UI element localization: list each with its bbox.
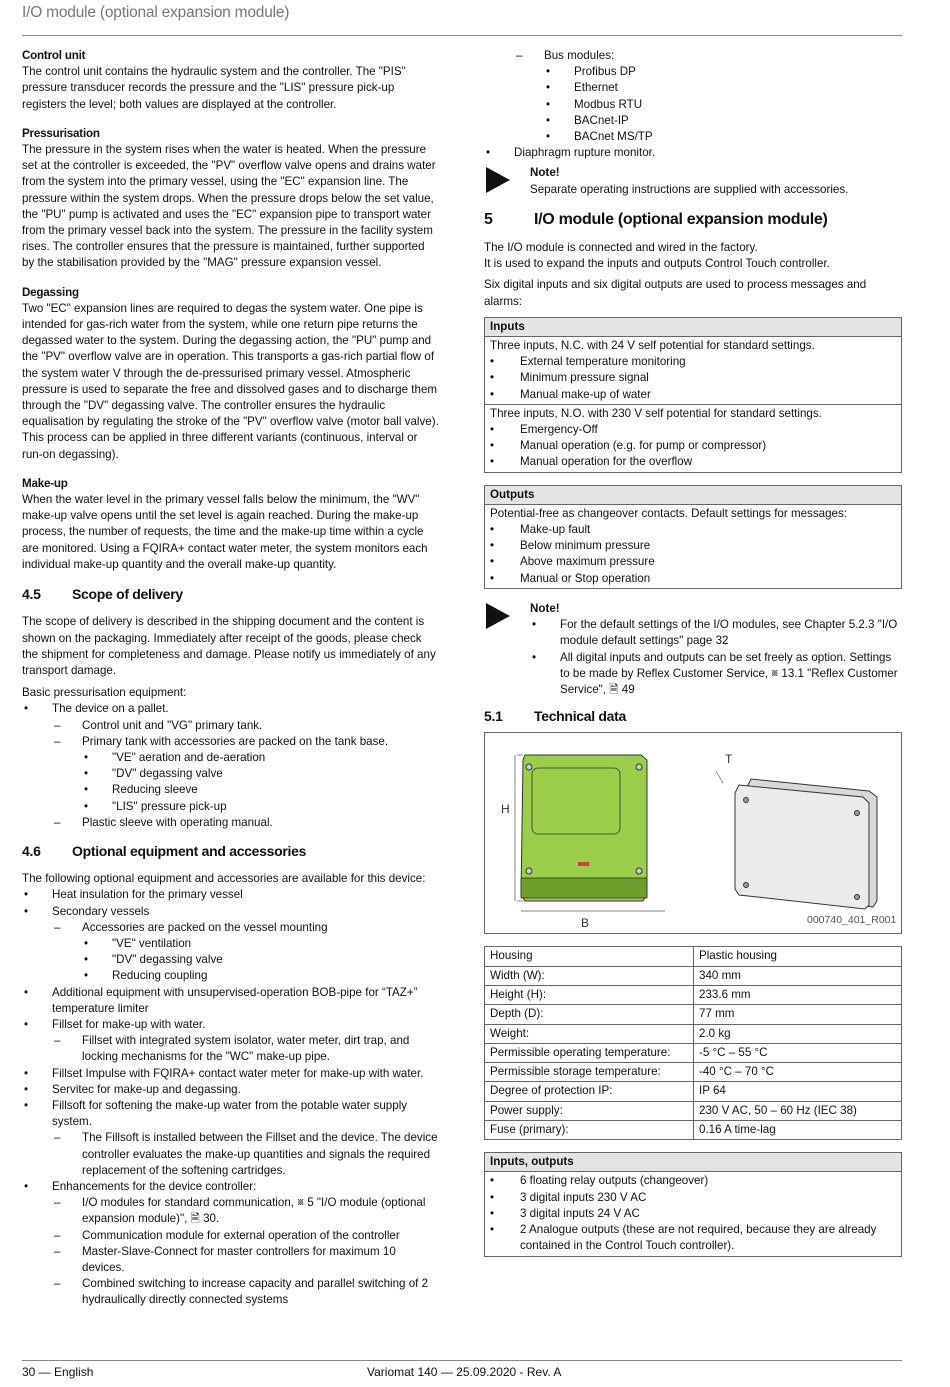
section-title: Scope of delivery <box>72 586 183 603</box>
spec-label: Degree of protection IP: <box>485 1082 694 1101</box>
note-arrow-icon <box>486 603 510 629</box>
spec-label: Depth (D): <box>485 1005 694 1024</box>
list-item: – Control unit and "VG" primary tank. <box>22 718 440 734</box>
pressurisation-text: The pressure in the system rises when the water is heated. When the pressure set at the controller is exceeded, the "PV" overflow valve opens and drains water from the system into the primary vessel, using the "EC" expansion line. The pressure within the system drops. When the pressure drops below the set value, the "PU" pump is activated and uses the "EC" expansion pipe to transport water from the primary vessel back into the system. The pressure in the facility system rises. The controller ensures that the pressure is maintained, further supported by the stabilisation provided by the "MAG" pressure expansion vessel. <box>22 143 436 270</box>
section5-text-b: It is used to expand the inputs and outputs Control Touch controller. <box>484 257 830 271</box>
list-item: • External temperature monitoring <box>490 354 896 370</box>
inputs-outputs-row <box>485 1172 901 1255</box>
degassing-heading: Degassing <box>22 285 79 299</box>
pressurisation-block <box>22 126 440 272</box>
bullet: • <box>532 618 537 632</box>
page-header-title: I/O module (optional expansion module) <box>22 4 290 21</box>
spec-value: 0.16 A time-lag <box>694 1120 902 1139</box>
makeup-text: When the water level in the primary vessel falls below the minimum, the "WV" make-up valve opens until the set level is again reached. During the make-up process, the number of requests, the time and the make-up time within a cycle are monitored. Using a FQIRA+ contact water meter, the system monitors each individual make-up quantity and the overall make-up quantity. <box>22 493 428 571</box>
spec-value: 2.0 kg <box>694 1024 902 1043</box>
list-item: – Combined switching to increase capacity and parallel switching of 2 hydraulically directly connected systems <box>22 1276 440 1308</box>
inputs-group2-list <box>490 422 896 471</box>
list-item: • BACnet MS/TP <box>484 129 902 145</box>
list-item: – Plastic sleeve with operating manual. <box>22 815 440 831</box>
inputs-outputs-heading: Inputs, outputs <box>485 1153 901 1172</box>
spec-value: 230 V AC, 50 – 60 Hz (IEC 38) <box>694 1101 902 1120</box>
note-item-text: For the default settings of the I/O modules, see Chapter 5.2.3 "I/O module default settings" page 32 <box>560 618 898 648</box>
section-5-1-heading <box>484 708 902 724</box>
list-item: • Manual operation for the overflow <box>490 454 896 470</box>
table-row <box>485 1120 902 1139</box>
list-item: • Manual operation (e.g. for pump or compressor) <box>490 438 896 454</box>
list-item: – Bus modules: <box>484 48 902 64</box>
section-number: 5.1 <box>484 708 503 725</box>
list-item: • Manual make-up of water <box>490 387 896 403</box>
list-item: • The device on a pallet. <box>22 701 440 717</box>
list-item: • Profibus DP <box>484 64 902 80</box>
device-figure <box>484 732 902 934</box>
table-row <box>485 966 902 985</box>
inputs-box <box>484 317 902 473</box>
section-number: 4.6 <box>22 842 41 859</box>
note-accessories <box>484 165 902 197</box>
table-row <box>485 985 902 1004</box>
note-title: Note! <box>530 166 560 180</box>
spec-label: Fuse (primary): <box>485 1120 694 1139</box>
optional-list <box>22 887 440 1308</box>
table-row <box>485 1063 902 1082</box>
note-text: Separate operating instructions are supplied with accessories. <box>530 182 849 196</box>
section-4-5-heading <box>22 586 440 602</box>
section-number: 4.5 <box>22 586 41 603</box>
inputs-heading: Inputs <box>485 318 901 337</box>
spec-value: IP 64 <box>694 1082 902 1101</box>
spec-value: 77 mm <box>694 1005 902 1024</box>
technical-data-table <box>484 946 902 1140</box>
list-item: • Fillsoft for softening the make-up water from the potable water supply system. <box>22 1098 440 1130</box>
list-item: • "VE" ventilation <box>22 936 440 952</box>
list-item: • Secondary vessels <box>22 904 440 920</box>
spec-value: 233.6 mm <box>694 985 902 1004</box>
table-row <box>485 1024 902 1043</box>
makeup-heading: Make-up <box>22 476 68 490</box>
list-item: • Reducing coupling <box>22 968 440 984</box>
spec-value: 340 mm <box>694 966 902 985</box>
spec-value: Plastic housing <box>694 947 902 966</box>
section5-text-c: Six digital inputs and six digital outputs are used to process messages and alarms: <box>484 278 867 308</box>
table-row <box>485 1043 902 1062</box>
list-item: • BACnet-IP <box>484 113 902 129</box>
note-item <box>530 650 902 699</box>
section-5-heading <box>484 212 902 228</box>
io-module-illustration <box>485 733 901 933</box>
control-unit-heading: Control unit <box>22 49 86 62</box>
list-item: • Modbus RTU <box>484 97 902 113</box>
outputs-list <box>490 522 896 587</box>
note-item-text: All digital inputs and outputs can be set freely as option. Settings to be made by Reflex Customer Service, ␧ 13.1 "Reflex Customer Service", 🗎 49 <box>560 650 898 696</box>
figure-code: 000740_401_R001 <box>807 914 897 927</box>
spec-value: -5 °C – 55 °C <box>694 1043 902 1062</box>
inputs-group-nc <box>485 337 901 404</box>
inputs-group-no <box>485 404 901 472</box>
spec-label: Power supply: <box>485 1101 694 1120</box>
list-item: • 6 floating relay outputs (changeover) <box>490 1173 896 1189</box>
label-t: T <box>725 752 733 767</box>
optional-intro: The following optional equipment and accessories are available for this device: <box>22 872 426 886</box>
list-item: • 2 Analogue outputs (these are not required, because they are already contained in the Control Touch controller). <box>490 1222 896 1254</box>
table-row <box>485 947 902 966</box>
left-column <box>22 48 440 1309</box>
spec-label: Permissible storage temperature: <box>485 1063 694 1082</box>
section-4-6-heading <box>22 843 440 859</box>
note-title: Note! <box>530 601 560 615</box>
list-item: • "LIS" pressure pick-up <box>22 799 440 815</box>
section-title: Technical data <box>534 708 627 725</box>
outputs-intro: Potential-free as changeover contacts. Default settings for messages: <box>490 506 848 520</box>
list-item: • Above maximum pressure <box>490 554 896 570</box>
header-rule <box>22 35 902 36</box>
degassing-text: Two "EC" expansion lines are required to degas the system water. One pipe is intended for gas-rich water from the system, while one return pipe returns the degassed water to the system. During the degassing action, the "PU" pump and the "PV" overflow valve are in operation. This transports a gas-rich partial flow of the system water V through the de-pressurised primary vessel. Atmospheric pressure is used to separate the free and dissolved gases and to discharge them through the "DV" degassing valve. The controller ensures the hydraulic equalisation by regulating the stroke of the "PV" overflow valve (motor ball valve). This process can be applied in three different variants (continuous, interval or run-on degassing). <box>22 301 439 461</box>
makeup-block <box>22 476 440 573</box>
list-item: • Additional equipment with unsupervised-operation BOB-pipe for “TAZ+” temperature limiter <box>22 985 440 1017</box>
list-item: – The Fillsoft is installed between the Fillset and the device. The device controller evaluates the make-up quantities and signals the required replacement of the softening cartridges. <box>22 1130 440 1179</box>
list-item: • Reducing sleeve <box>22 782 440 798</box>
footer-page-language: 30 — English <box>22 1365 94 1379</box>
list-item: • Enhancements for the device controller: <box>22 1179 440 1195</box>
spec-label: Height (H): <box>485 985 694 1004</box>
outputs-heading: Outputs <box>485 486 901 505</box>
list-item: – I/O modules for standard communication, ␧ 5 "I/O module (optional expansion module)", 🗎 30. <box>22 1195 440 1227</box>
list-item: • 3 digital inputs 230 V AC <box>490 1190 896 1206</box>
list-item: • "VE" aeration and de-aeration <box>22 750 440 766</box>
list-item: • Servitec for make-up and degassing. <box>22 1082 440 1098</box>
scope-intro: Basic pressurisation equipment: <box>22 686 187 700</box>
list-item: • "DV" degassing valve <box>22 952 440 968</box>
list-item: • Manual or Stop operation <box>490 571 896 587</box>
section5-text-a: The I/O module is connected and wired in the factory. <box>484 241 758 255</box>
outputs-row <box>485 505 901 588</box>
inputs-outputs-box <box>484 1152 902 1256</box>
table-row <box>485 1005 902 1024</box>
control-unit-text: The control unit contains the hydraulic system and the controller. The "PIS" pressure transducer records the pressure and the "LIS" pressure pick-up registers the level; both values are displayed at the controller. <box>22 65 406 111</box>
inputs-outputs-list <box>490 1173 896 1254</box>
list-item: • Fillset for make-up with water. <box>22 1017 440 1033</box>
note-item <box>530 617 902 649</box>
footer-document-id: Variomat 140 — 25.09.2020 - Rev. A <box>367 1365 562 1379</box>
device-front-view <box>521 755 647 901</box>
scope-text: The scope of delivery is described in the shipping document and the content is shown on the packaging. Immediately after receipt of the goods, please check the shipment for completeness and damage. Please notify us immediately of any transport damage. <box>22 615 436 677</box>
pressurisation-heading: Pressurisation <box>22 126 100 140</box>
spec-value: -40 °C – 70 °C <box>694 1063 902 1082</box>
spec-label: Weight: <box>485 1024 694 1043</box>
section-number: 5 <box>484 210 493 228</box>
list-item: • "DV" degassing valve <box>22 766 440 782</box>
spec-label: Housing <box>485 947 694 966</box>
device-rear-view <box>735 779 877 909</box>
list-item: • 3 digital inputs 24 V AC <box>490 1206 896 1222</box>
table-row <box>485 1101 902 1120</box>
control-unit-block <box>22 48 440 113</box>
inputs-group2-intro: Three inputs, N.O. with 230 V self potential for standard settings. <box>490 406 822 420</box>
table-row <box>485 1082 902 1101</box>
section-title: Optional equipment and accessories <box>72 842 307 859</box>
list-item: • Ethernet <box>484 80 902 96</box>
list-item: – Accessories are packed on the vessel mounting <box>22 920 440 936</box>
outputs-box <box>484 485 902 589</box>
list-item: – Master-Slave-Connect for master controllers for maximum 10 devices. <box>22 1244 440 1276</box>
note-arrow-icon <box>486 167 510 193</box>
label-b: B <box>581 916 590 931</box>
list-item: • Minimum pressure signal <box>490 370 896 386</box>
list-item: – Primary tank with accessories are packed on the tank base. <box>22 734 440 750</box>
list-item: • Emergency-Off <box>490 422 896 438</box>
list-item: • Diaphragm rupture monitor. <box>484 145 902 161</box>
note-list <box>530 617 902 698</box>
list-item: • Make-up fault <box>490 522 896 538</box>
degassing-block <box>22 285 440 463</box>
reflex-logo <box>578 862 589 866</box>
inputs-group1-list <box>490 354 896 403</box>
scope-list <box>22 701 440 831</box>
bullet: • <box>532 650 537 664</box>
inputs-group1-intro: Three inputs, N.C. with 24 V self potential for standard settings. <box>490 339 815 353</box>
continued-list <box>484 48 902 161</box>
list-item: • Below minimum pressure <box>490 538 896 554</box>
footer-rule <box>22 1360 902 1361</box>
right-column <box>484 48 902 1269</box>
spec-label: Permissible operating temperature: <box>485 1043 694 1062</box>
list-item: • Fillset Impulse with FQIRA+ contact water meter for make-up with water. <box>22 1066 440 1082</box>
list-item: – Communication module for external operation of the controller <box>22 1228 440 1244</box>
label-h: H <box>501 802 510 817</box>
list-item: – Fillset with integrated system isolator, water meter, dirt trap, and locking mechanisms for the "WC" make-up pipe. <box>22 1033 440 1065</box>
list-item: • Heat insulation for the primary vessel <box>22 887 440 903</box>
spec-label: Width (W): <box>485 966 694 985</box>
section-title: I/O module (optional expansion module) <box>534 210 828 228</box>
note-io-settings <box>484 601 902 698</box>
